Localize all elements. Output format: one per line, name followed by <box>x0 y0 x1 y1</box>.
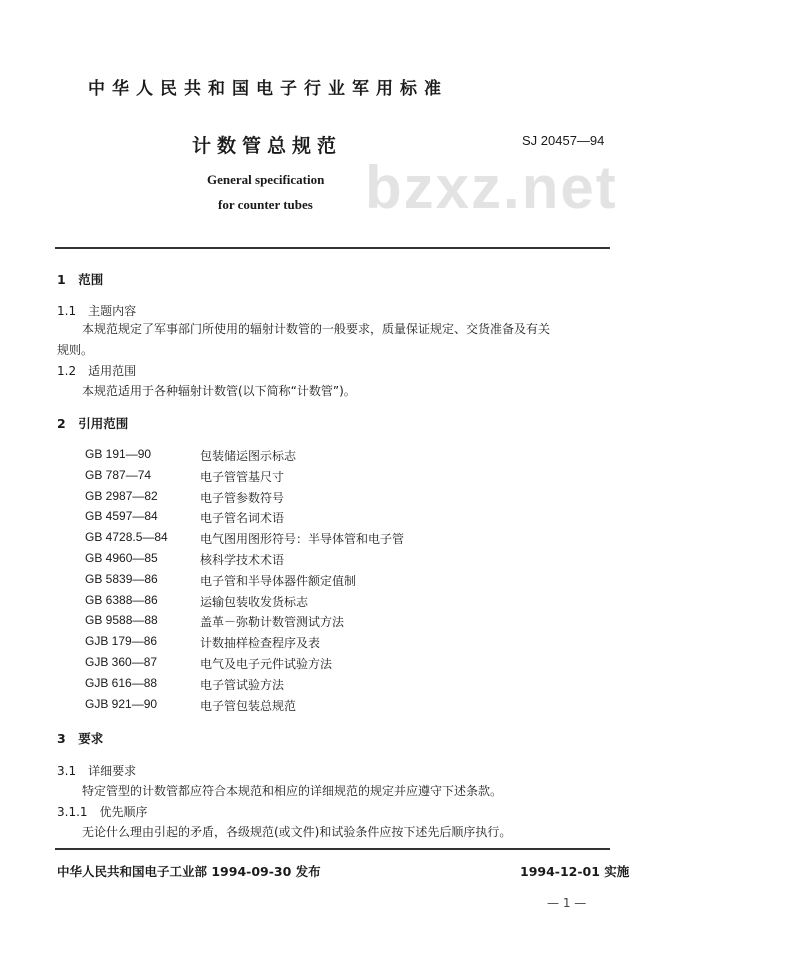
paragraph: 特定管型的计数管都应符合本规范和相应的详细规范的规定并应遵守下述条款。 <box>82 784 503 798</box>
reference-code: GB 787—74 <box>85 467 152 482</box>
reference-title: 电子管管基尺寸 <box>200 469 285 484</box>
section-1-1-heading: 1.1 主题内容 <box>57 304 137 318</box>
reference-code: GB 2987—82 <box>85 488 158 503</box>
reference-title: 电气图用图形符号：半导体管和电子管 <box>200 532 405 547</box>
reference-code: GB 4960—85 <box>85 551 158 565</box>
english-title-2: for counter tubes <box>218 197 313 212</box>
standard-code: SJ 20457—94 <box>522 133 605 148</box>
reference-code: GB 6388—86 <box>85 592 158 607</box>
reference-title: 运输包装收发货标志 <box>200 594 309 609</box>
reference-code: GB 191—90 <box>85 447 152 461</box>
reference-title: 电气及电子元件试验方法 <box>200 657 333 671</box>
section-1-heading: 1 范围 <box>57 272 104 287</box>
reference-title: 电子管名词术语 <box>200 511 285 526</box>
reference-code: GJB 921—90 <box>85 696 158 711</box>
english-title-1: General specification <box>207 172 325 187</box>
document-title: 计数管总规范 <box>192 135 343 157</box>
paragraph: 本规范适用于各种辐射计数管(以下简称“计数管”)。 <box>82 384 356 398</box>
paragraph: 本规范规定了军事部门所使用的辐射计数管的一般要求，质量保证规定、交货准备及有关 <box>82 322 551 336</box>
paragraph: 无论什么理由引起的矛盾，各级规范(或文件)和试验条件应按下述先后顺序执行。 <box>82 825 512 839</box>
reference-code: GB 5839—86 <box>85 571 158 586</box>
reference-code: GJB 616—88 <box>85 675 158 690</box>
page-number: — 1 — <box>547 896 587 910</box>
section-2-heading: 2 引用范围 <box>57 416 129 431</box>
reference-title: 电子管包装总规范 <box>200 698 297 713</box>
reference-title: 包装储运图示标志 <box>200 449 297 463</box>
reference-title: 电子管和半导体器件额定值制 <box>200 573 357 588</box>
standard-type: 中华人民共和国电子行业军用标准 <box>88 79 448 99</box>
section-1-2-heading: 1.2 适用范围 <box>57 364 137 378</box>
section-3-1-heading: 3.1 详细要求 <box>57 764 137 778</box>
reference-code: GB 9588—88 <box>85 613 158 628</box>
reference-code: GB 4728.5—84 <box>85 530 168 545</box>
reference-title: 电子管参数符号 <box>200 490 285 505</box>
footer-rule <box>55 848 610 850</box>
issue-date: 中华人民共和国电子工业部 1994-09-30 发布 <box>57 864 321 879</box>
reference-title: 核科学技术术语 <box>200 553 285 567</box>
header-rule <box>55 247 610 249</box>
reference-code: GJB 360—87 <box>85 655 158 669</box>
section-3-1-1-heading: 3.1.1 优先顺序 <box>57 805 148 819</box>
reference-code: GB 4597—84 <box>85 509 158 524</box>
paragraph: 规则。 <box>57 343 94 357</box>
reference-code: GJB 179—86 <box>85 634 158 649</box>
effective-date: 1994-12-01 实施 <box>520 864 630 879</box>
section-3-heading: 3 要求 <box>57 731 104 746</box>
reference-title: 盖革－弥勒计数管测试方法 <box>200 615 345 630</box>
watermark: bzxz.net <box>365 154 618 221</box>
reference-title: 计数抽样检查程序及表 <box>200 636 321 651</box>
reference-title: 电子管试验方法 <box>200 677 285 692</box>
